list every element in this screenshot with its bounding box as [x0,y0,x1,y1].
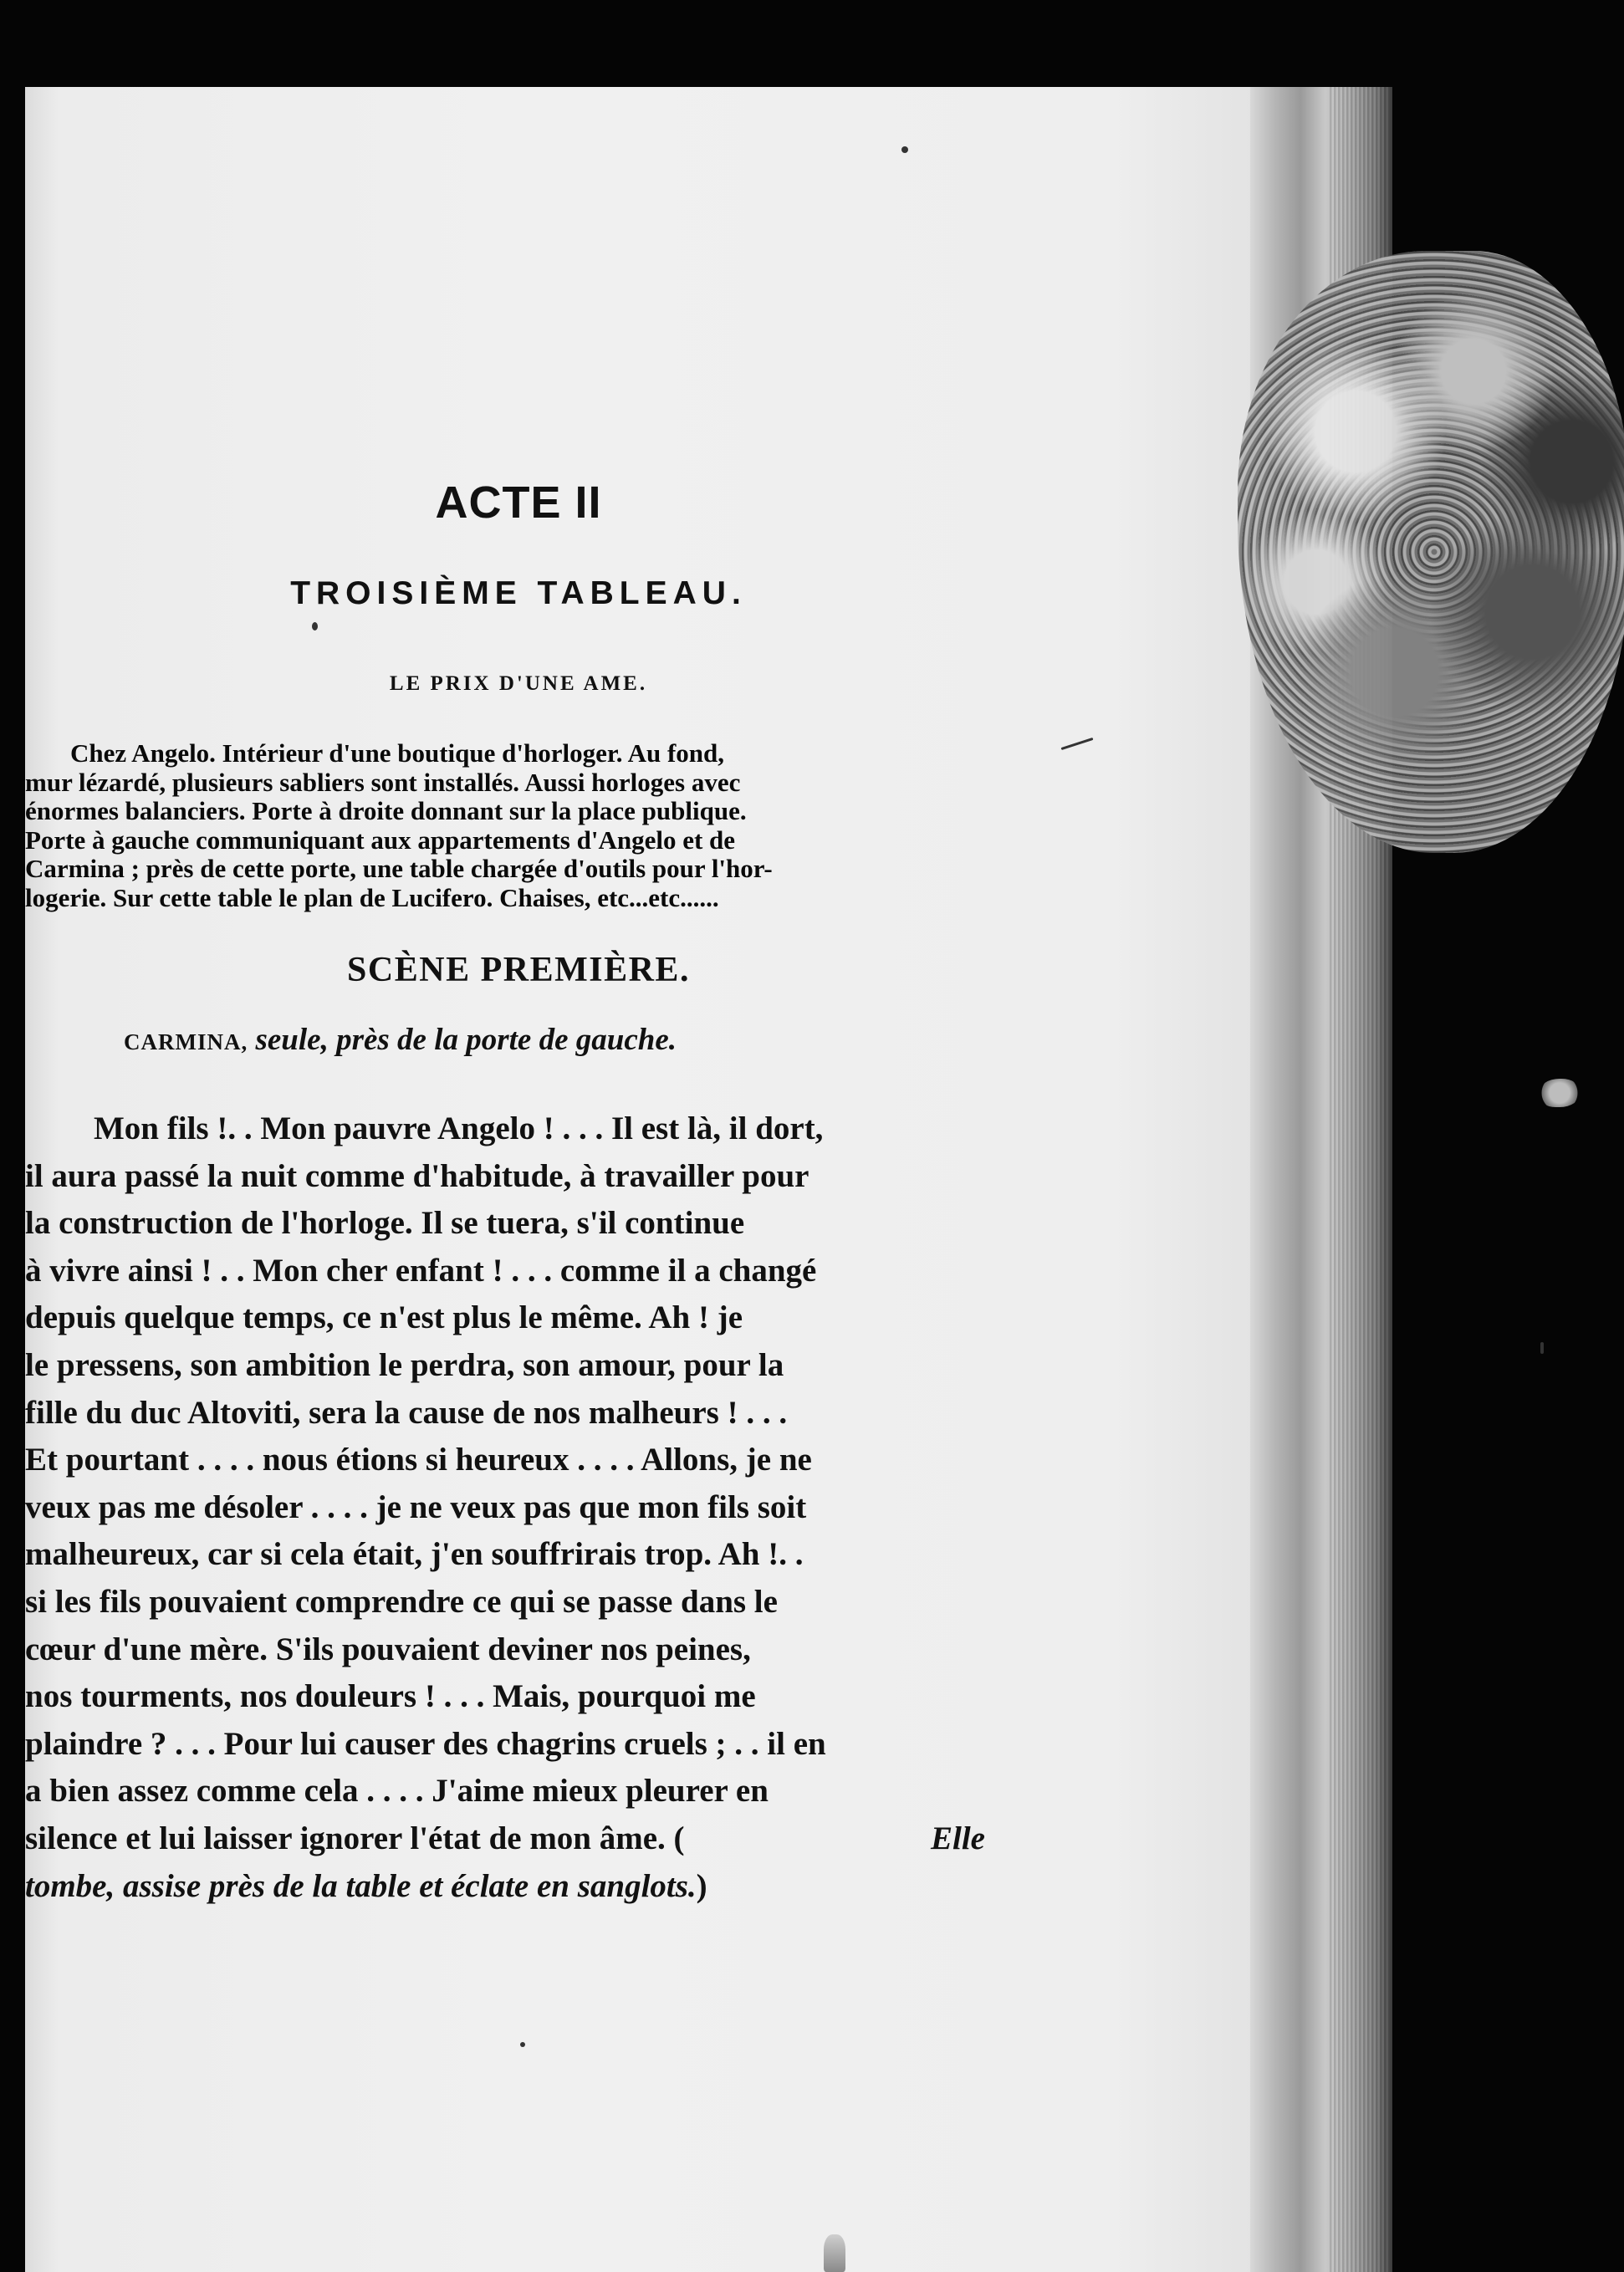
monologue-line [25,1863,985,1911]
tableau-subtitle: LE PRIX D'UNE AME. [389,672,648,695]
stage-direction-line: Chez Angelo. Intérieur d'une boutique d'horloger. Au fond, [70,738,725,768]
tableau-heading: TROISIÈME TABLEAU. [290,575,747,611]
stage-direction-line: logerie. Sur cette table le plan de Lucifero. Chaises, etc...etc...... [25,882,719,912]
stage-note: tombe, assise près de la table et éclate en sanglots. [25,1867,697,1904]
monologue-line: le pressens, son ambition le perdra, son amour, pour la [25,1346,784,1383]
stage-direction-line: Porte à gauche communiquant aux appartements d'Angelo et de [25,825,736,855]
paper-speck [1539,1079,1581,1107]
monologue-line: cœur d'une mère. S'ils pouvaient deviner nos peines, [25,1631,751,1667]
stage-direction-line: Carmina ; près de cette porte, une table chargée d'outils pour l'hor- [25,854,773,883]
dust-speck [901,146,908,153]
character-direction: seule, près de la porte de gauche. [255,1023,677,1057]
stage-directions [25,739,987,912]
monologue-line: silence et lui laisser ignorer l'état de mon âme. ( Elle [25,1815,985,1863]
monologue-line: Et pourtant . . . . nous étions si heureux . . . . Allons, je ne [25,1442,812,1478]
monologue-line: Mon fils !. . Mon pauvre Angelo ! . . . Il est là, il dort, [94,1110,824,1146]
stage-note-inline: Elle [931,1820,985,1856]
monologue-line: nos tourments, nos douleurs ! . . . Mais, pourquoi me [25,1678,756,1715]
scene-heading: SCÈNE PREMIÈRE. [347,951,690,989]
character-line [124,1022,677,1058]
dust-speck [312,622,318,631]
dust-speck [520,2042,525,2047]
character-name: CARMINA, [124,1029,248,1054]
monologue-line: à vivre ainsi ! . . Mon cher enfant ! . . . comme il a changé [25,1252,817,1289]
monologue-line: malheureux, car si cela était, j'en souffrirais trop. Ah !. . [25,1536,804,1573]
monologue-line: veux pas me désoler . . . . je ne veux pas que mon fils soit [25,1488,807,1525]
monologue-line: la construction de l'horloge. Il se tuera, s'il continue [25,1205,745,1242]
monologue-line: il aura passé la nuit comme d'habitude, à travailler pour [25,1157,809,1194]
monologue-line: si les fils pouvaient comprendre ce qui se passe dans le [25,1583,778,1620]
monologue-line: a bien assez comme cela . . . . J'aime mieux pleurer en [25,1773,769,1810]
book-page [25,87,1264,2272]
stage-direction-line: énormes balanciers. Porte à droite donnant sur la place publique. [25,796,747,825]
stage-direction-line: mur lézardé, plusieurs sabliers sont installés. Aussi horloges avec [25,767,741,797]
act-heading: ACTE II [435,477,602,528]
stage-note-close: ) [696,1867,707,1904]
dust-speck [1540,1342,1544,1354]
binding-mark [824,2234,845,2272]
monologue-line: fille du duc Altoviti, sera la cause de nos malheurs ! . . . [25,1394,788,1431]
monologue [25,1105,985,1910]
monologue-line: plaindre ? . . . Pour lui causer des chagrins cruels ; . . il en [25,1725,826,1762]
monologue-line: depuis quelque temps, ce n'est plus le même. Ah ! je [25,1299,743,1336]
